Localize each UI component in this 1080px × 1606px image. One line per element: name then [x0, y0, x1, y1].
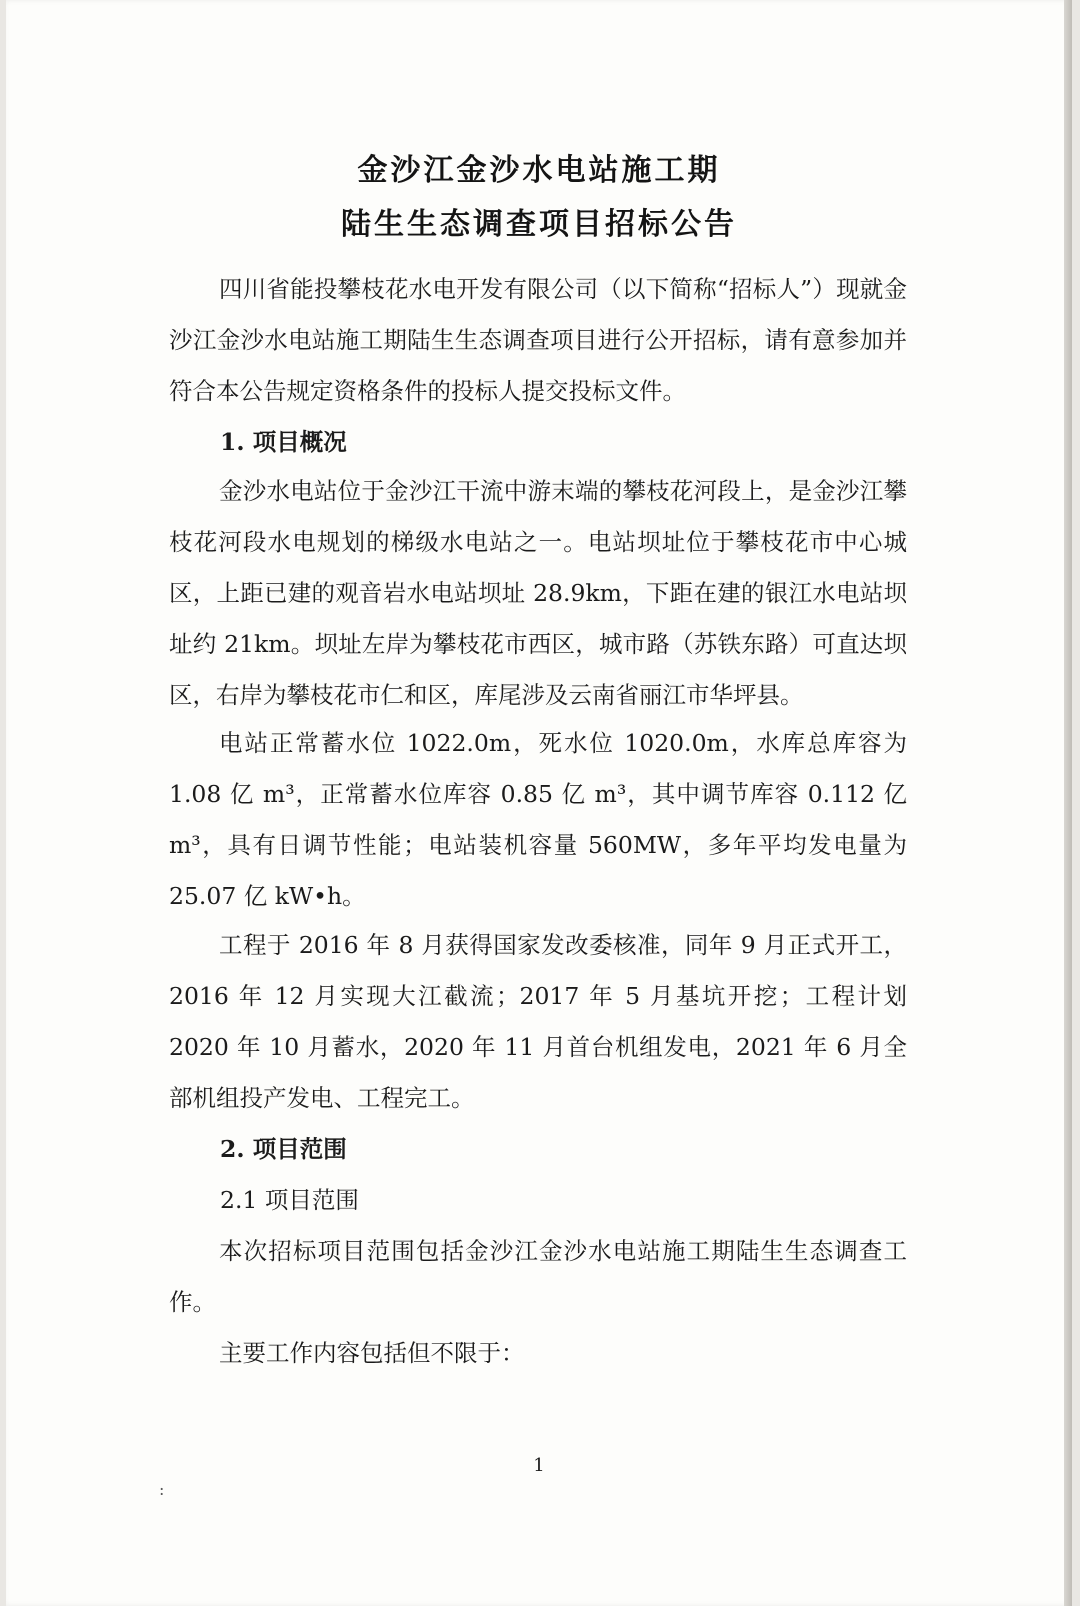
section1-paragraph-overview: 金沙水电站位于金沙江干流中游末端的攀枝花河段上，是金沙江攀枝花河段水电规划的梯级水电站之一。电站坝址位于攀枝花市中心城区，上距已建的观音岩水电站坝址 28.9km，下距在建的银江水电站坝址约 21km。坝址左岸为攀枝花市西区，城市路（苏铁东路）可直达坝区，右岸为攀枝花市仁和区，库尾涉及云南省丽江市华坪县。	[169, 477, 907, 709]
section1-paragraph-parameters: 电站正常蓄水位 1022.0m，死水位 1020.0m，水库总库容为 1.08 亿 m³，正常蓄水位库容 0.85 亿 m³，其中调节库容 0.112 亿 m³，具有日调节性能；电站装机容量 560MW，多年平均发电量为 25.07 亿 kW•h。	[169, 729, 907, 910]
section2-paragraph-content: 主要工作内容包括但不限于：	[219, 1339, 525, 1367]
page-number: 1	[533, 1455, 545, 1476]
section1-paragraph-schedule: 工程于 2016 年 8 月获得国家发改委核准，同年 9 月正式开工，2016 年 12 月实现大江截流；2017 年 5 月基坑开挖；工程计划 2020 年 10 月蓄水，2020 年 11 月首台机组发电，2021 年 6 月全部机组投产发电、工程完工。	[169, 931, 907, 1112]
section2-1-heading: 2.1 项目范围	[220, 1186, 359, 1214]
section2-paragraph-scope: 本次招标项目范围包括金沙江金沙水电站施工期陆生生态调查工作。	[169, 1237, 907, 1316]
document-title-line2: 陆生生态调查项目招标公告	[341, 207, 737, 242]
document-page	[6, 0, 1072, 1606]
document-title-line1: 金沙江金沙水电站施工期	[357, 153, 721, 188]
section1-heading: 1. 项目概况	[220, 428, 347, 456]
intro-paragraph: 四川省能投攀枝花水电开发有限公司（以下简称“招标人”）现就金沙江金沙水电站施工期陆生生态调查项目进行公开招标，请有意参加并符合本公告规定资格条件的投标人提交投标文件。	[169, 275, 907, 405]
section2-heading: 2. 项目范围	[220, 1135, 347, 1163]
margin-mark: :	[159, 1480, 165, 1499]
